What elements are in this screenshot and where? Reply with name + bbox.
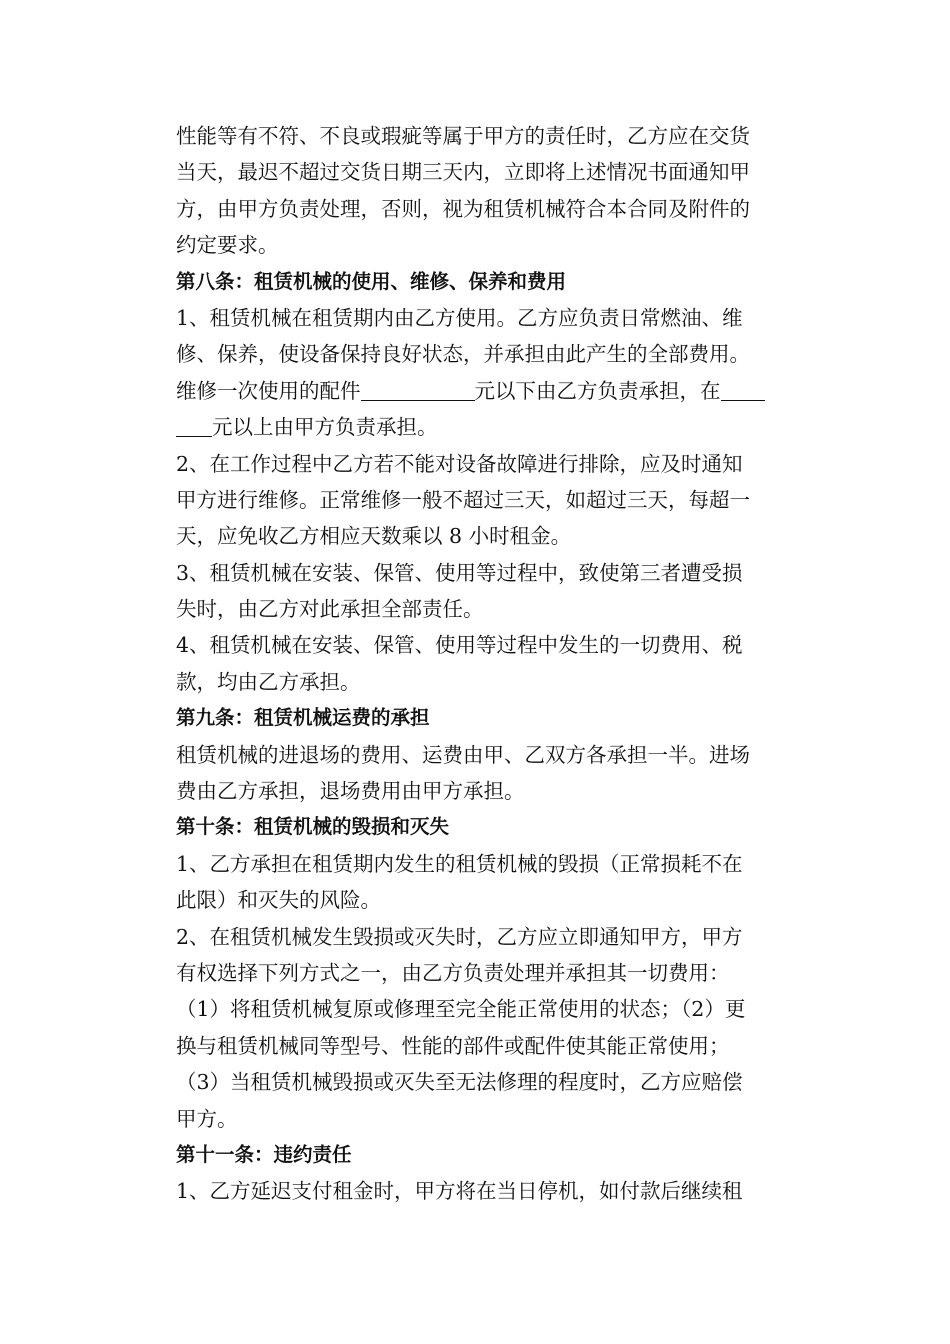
body-line: 款，均由乙方承担。 bbox=[176, 669, 361, 694]
document-body bbox=[176, 118, 806, 1210]
body-line: （1）将租赁机械复原或修理至完全能正常使用的状态；（2）更 bbox=[176, 997, 746, 1022]
body-line: 约定要求。 bbox=[176, 233, 279, 258]
fill-in-blank bbox=[176, 416, 212, 437]
body-line: 性能等有不符、不良或瑕疵等属于甲方的责任时，乙方应在交货 bbox=[176, 124, 750, 148]
body-line: 换与租赁机械同等型号、性能的部件或配件使其能正常使用； bbox=[176, 1033, 730, 1058]
body-line: 租赁机械的进退场的费用、运费由甲、乙双方各承担一半。进场 bbox=[176, 742, 750, 767]
body-line: 1、乙方承担在租赁期内发生的租赁机械的毁损（正常损耗不在 bbox=[176, 851, 743, 876]
body-line: 1、租赁机械在租赁期内由乙方使用。乙方应负责日常燃油、维 bbox=[176, 305, 743, 330]
article-9-heading: 第九条：租赁机械运费的承担 bbox=[176, 706, 430, 730]
body-line: 1、乙方延迟支付租金时，甲方将在当日停机，如付款后继续租 bbox=[176, 1179, 743, 1204]
body-line: 有权选择下列方式之一，由乙方负责处理并承担其一切费用： bbox=[176, 960, 730, 985]
body-line: 方，由甲方负责处理，否则，视为租赁机械符合本合同及附件的 bbox=[176, 196, 750, 221]
blank-fill-line bbox=[176, 409, 806, 445]
body-line: 天，应免收乙方相应天数乘以 8 小时租金。 bbox=[176, 524, 572, 549]
blank-fill-line bbox=[176, 373, 806, 409]
body-line: 失时，由乙方对此承担全部责任。 bbox=[176, 597, 484, 622]
body-text: 维修一次使用的配件 bbox=[176, 378, 361, 403]
article-8-heading: 第八条：租赁机械的使用、维修、保养和费用 bbox=[176, 269, 567, 293]
body-line: 2、在租赁机械发生毁损或灭失时，乙方应立即通知甲方，甲方 bbox=[176, 924, 743, 949]
article-10-heading: 第十条：租赁机械的毁损和灭失 bbox=[176, 815, 450, 839]
body-line: 甲方进行维修。正常维修一般不超过三天，如超过三天，每超一 bbox=[176, 487, 750, 512]
body-line: 此限）和灭失的风险。 bbox=[176, 888, 381, 913]
body-line: 4、租赁机械在安装、保管、使用等过程中发生的一切费用、税 bbox=[176, 633, 743, 658]
body-line: 3、租赁机械在安装、保管、使用等过程中，致使第三者遭受损 bbox=[176, 560, 743, 585]
body-line: 2、在工作过程中乙方若不能对设备故障进行排除，应及时通知 bbox=[176, 451, 743, 476]
body-line: 费由乙方承担，退场费用由甲方承担。 bbox=[176, 779, 525, 804]
article-11-heading: 第十一条：违约责任 bbox=[176, 1142, 352, 1166]
fill-in-blank bbox=[361, 380, 475, 401]
body-line: 修、保养，使设备保持良好状态，并承担由此产生的全部费用。 bbox=[176, 342, 750, 367]
body-line: 甲方。 bbox=[176, 1106, 238, 1131]
body-text: 元以下由乙方负责承担，在 bbox=[474, 378, 721, 403]
body-line: （3）当租赁机械毁损或灭失至无法修理的程度时，乙方应赔偿 bbox=[176, 1070, 743, 1095]
body-line: 当天，最迟不超过交货日期三天内，立即将上述情况书面通知甲 bbox=[176, 160, 750, 185]
body-text: 元以上由甲方负责承担。 bbox=[212, 415, 438, 440]
fill-in-blank bbox=[721, 380, 765, 401]
